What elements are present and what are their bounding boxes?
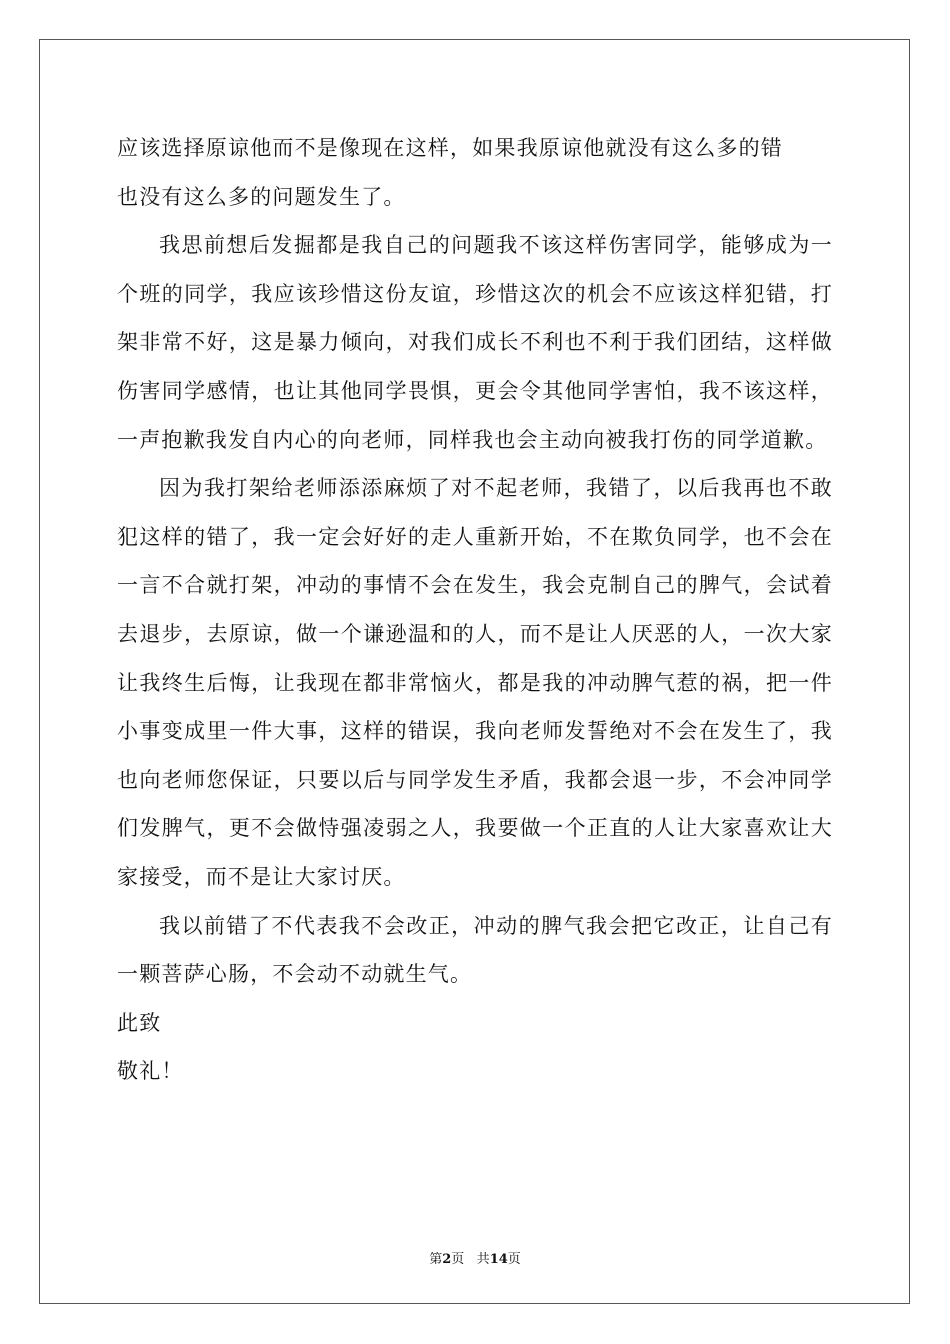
paragraph-apology: 因为我打架给老师添添麻烦了对不起老师，我错了，以后我再也不敢犯这样的错了，我一定会好好的走人重新开始，不在欺负同学，也不会在一言不合就打架，冲动的事情不会在发生，我会克制自己的脾气，会试着去退步，去原谅，做一个谦逊温和的人，而不是让人厌恶的人，一次大家让我终生后悔，让我现在都非常恼火，都是我的冲动脾气惹的祸，把一件小事变成里一件大事，这样的错误，我向老师发誓绝对不会在发生了，我也向老师您保证，只要以后与同学发生矛盾，我都会退一步，不会冲同学们发脾气，更不会做恃强凌弱之人，我要做一个正直的人让大家喜欢让大家接受，而不是让大家讨厌。 (117, 476, 833, 889)
continuation-line-1: 应该选择原谅他而不是像现在这样，如果我原谅他就没有这么多的错 (117, 136, 783, 160)
closing-regards: 敬礼！ (117, 1059, 184, 1084)
page-footer (0, 1248, 950, 1267)
closing-salutation: 此致 (117, 1010, 162, 1035)
paragraph-reflection: 我思前想后发掘都是我自己的问题我不该这样伤害同学，能够成为一个班的同学，我应该珍惜这份友谊，珍惜这次的机会不应该这样犯错，打架非常不好，这是暴力倾向，对我们成长不利也不利于我们团结，这样做伤害同学感情，也让其他同学畏惧，更会令其他同学害怕，我不该这样，一声抱歉我发自内心的向老师，同样我也会主动向被我打伤的同学道歉。 (117, 233, 833, 452)
letter-body (117, 124, 833, 1096)
page-suffix: 页 (451, 1252, 465, 1267)
paragraph-promise: 我以前错了不代表我不会改正，冲动的脾气我会把它改正，让自己有一颗菩萨心肠，不会动不动就生气。 (117, 913, 833, 987)
total-prefix: 共 (476, 1252, 490, 1267)
page-total-number: 14 (489, 1252, 508, 1267)
total-suffix: 页 (507, 1252, 521, 1267)
page-current-number: 2 (442, 1252, 452, 1267)
page-prefix: 第 (429, 1252, 443, 1267)
continuation-line-2: 也没有这么多的问题发生了。 (117, 184, 406, 209)
